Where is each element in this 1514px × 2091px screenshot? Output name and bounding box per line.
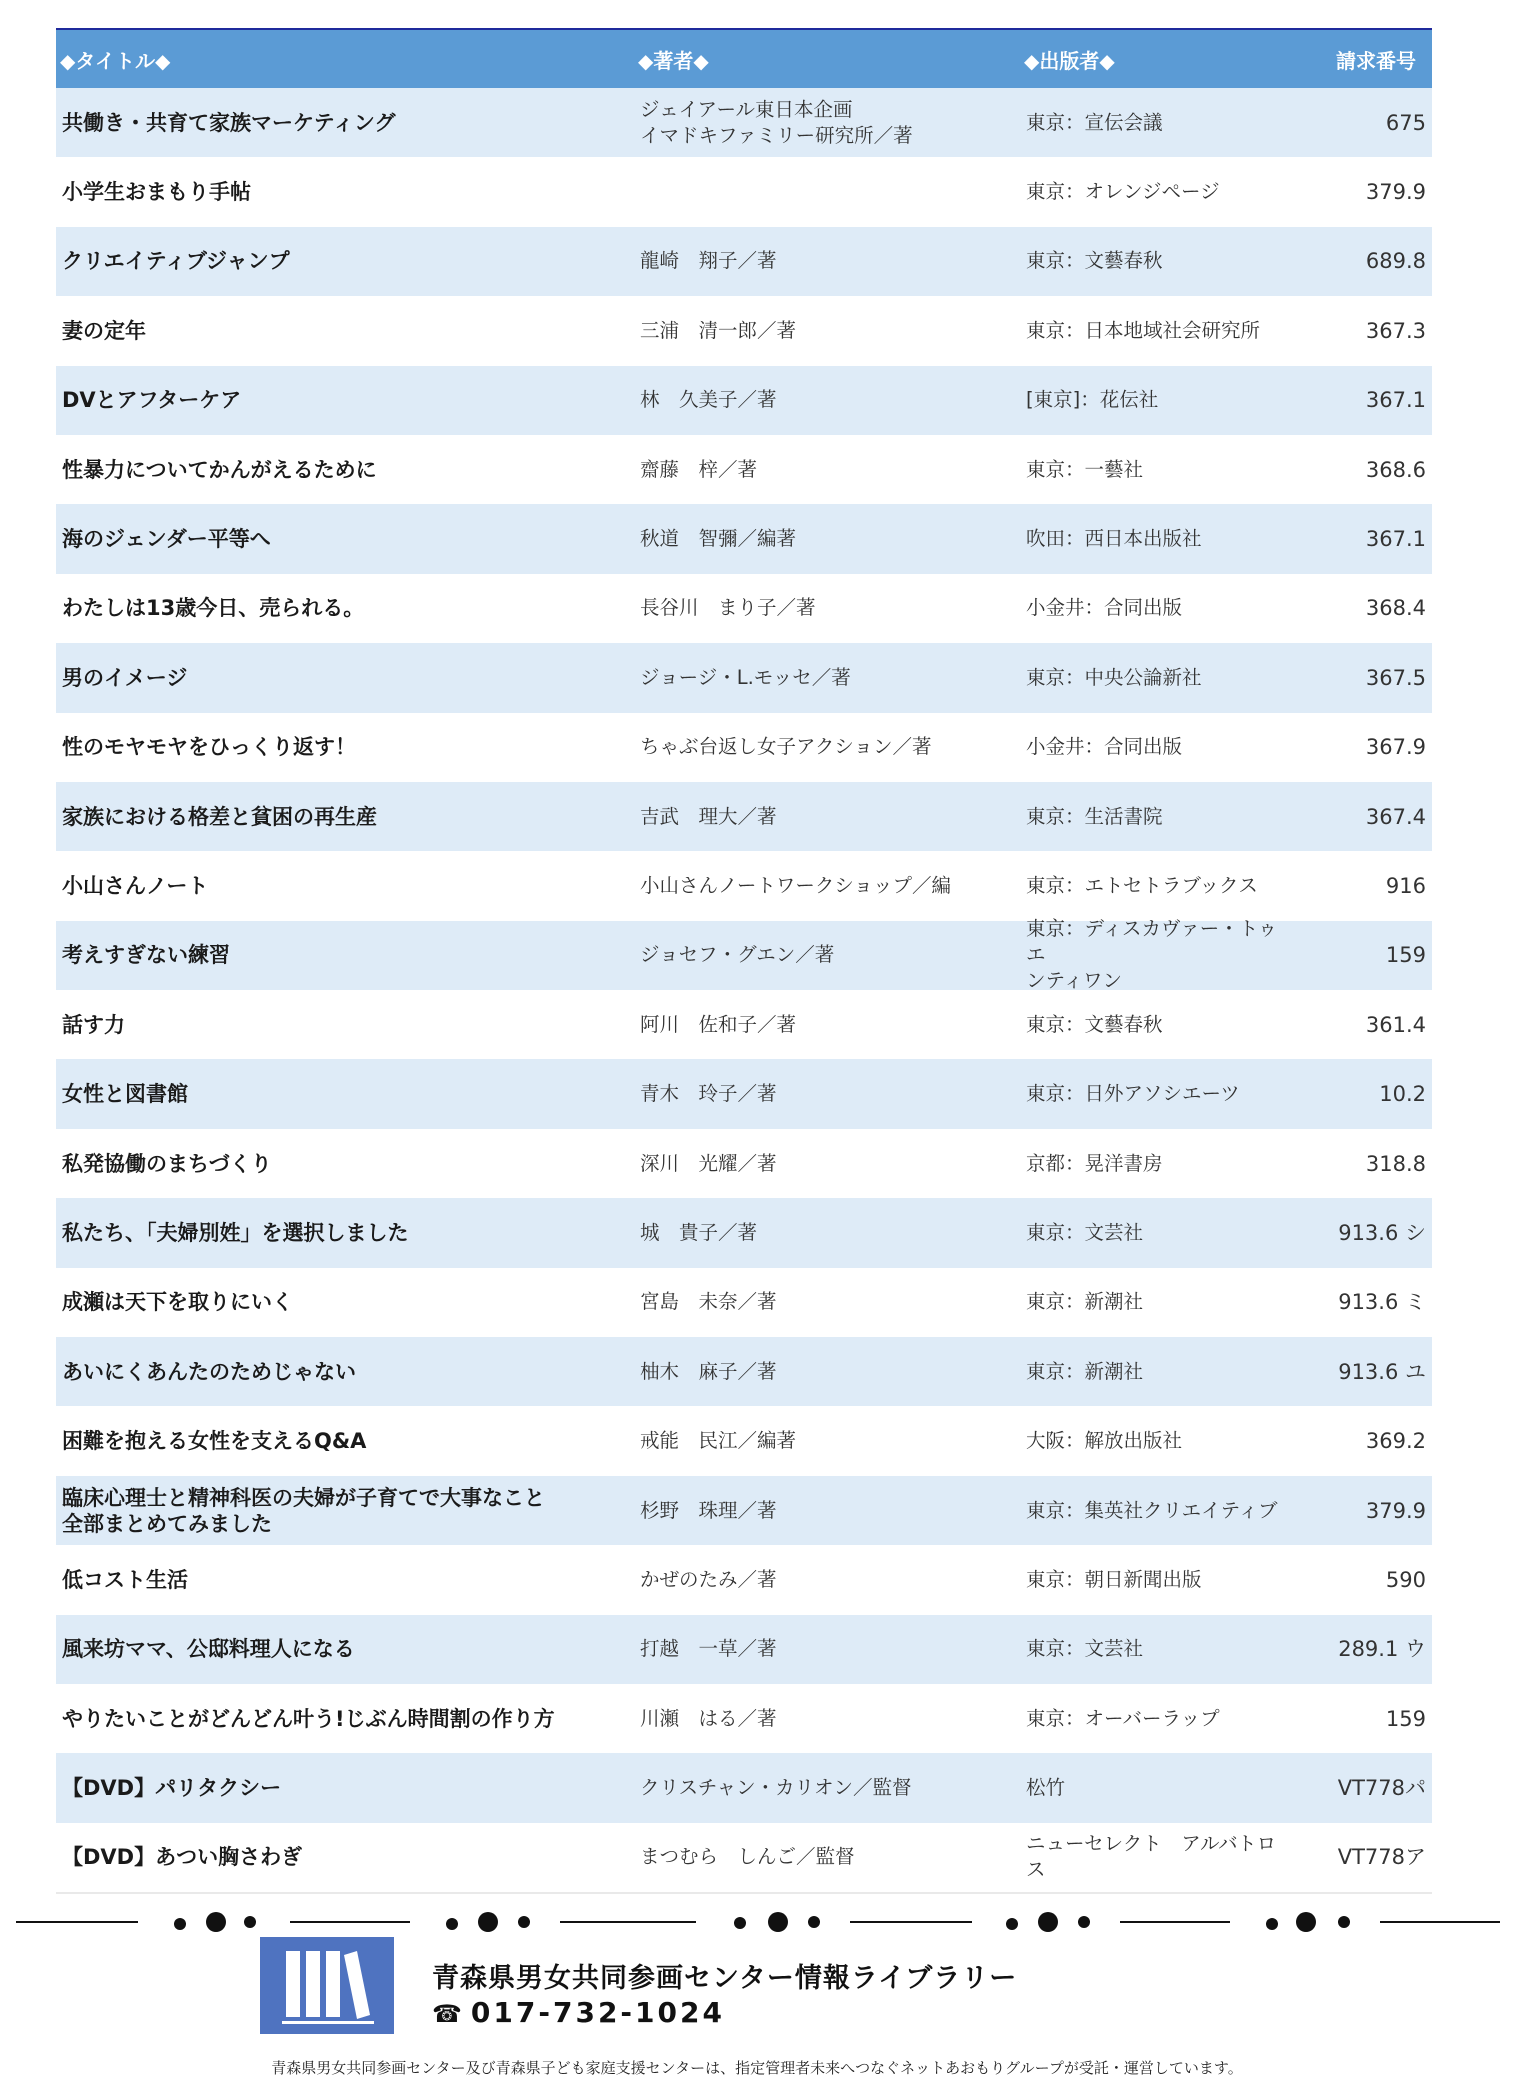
book-title: 女性と図書館 [62,1082,188,1107]
phone-number: 017-732-1024 [470,1996,725,2029]
book-publisher: 東京：宣伝会議 [1026,110,1163,134]
book-callno: 689.8 [1365,249,1426,274]
row-divider [56,1892,1432,1894]
book-callno: 913.6 シ [1338,1220,1426,1245]
header-publisher: ◆出版者◆ [1024,48,1115,73]
book-callno: VT778パ [1337,1776,1426,1801]
book-callno: VT778ア [1337,1845,1426,1870]
library-name: 青森県男女共同参画センター情報ライブラリー [432,1963,1018,1994]
table-row [56,1337,1432,1406]
books-icon [260,1937,394,2034]
book-publisher: 東京：朝日新聞出版 [1026,1567,1202,1591]
book-title: 性のモヤモヤをひっくり返す！ [62,735,356,760]
book-callno: 367.4 [1365,804,1426,829]
book-author: 齋藤 梓／著 [640,457,758,481]
table-row [56,574,1432,643]
book-author: 宮島 未奈／著 [640,1290,777,1314]
table-row [56,782,1432,851]
book-callno: 675 [1385,110,1426,135]
book-publisher: 吹田：西日本出版社 [1026,527,1202,551]
book-callno: 916 [1385,873,1426,898]
book-list-table [56,28,1432,1894]
book-publisher: 東京：日外アソシエーツ [1026,1082,1240,1106]
book-publisher: 東京：オーバーラップ [1026,1706,1220,1730]
dotted-divider [0,1902,1514,1942]
book-author: 杉野 珠理／著 [640,1498,777,1522]
book-callno: 367.1 [1365,527,1426,552]
table-row [56,917,1432,993]
book-author: まつむら しんご／監督 [640,1845,855,1869]
book-title: 海のジェンダー平等へ [62,527,271,552]
book-title: 小山さんノート [62,873,209,898]
book-callno: 367.3 [1365,318,1426,343]
table-body [56,88,1432,1894]
book-author: 青木 玲子／著 [640,1082,777,1106]
book-title: 風来坊ママ、公邸料理人になる [62,1637,355,1662]
book-callno: 369.2 [1365,1429,1426,1454]
book-title: 考えすぎない練習 [62,943,230,968]
book-title: 臨床心理士と精神科医の夫婦が子育てで大事なこと 全部まとめてみました [62,1485,545,1536]
table-row [56,1476,1432,1545]
book-author: 柚木 麻子／著 [640,1359,777,1383]
book-publisher: 東京：文藝春秋 [1026,249,1163,273]
table-row [56,1823,1432,1892]
book-title: DVとアフターケア [62,388,242,413]
book-author: 川瀬 はる／著 [640,1706,777,1730]
table-row [56,227,1432,296]
book-publisher: 東京：文芸社 [1026,1637,1144,1661]
book-author: かぜのたみ／著 [640,1567,777,1591]
header-callno: 請求番号 [1336,48,1416,73]
book-callno: 159 [1385,1706,1426,1731]
book-author: 深川 光耀／著 [640,1151,777,1175]
header-title: ◆タイトル◆ [60,48,171,73]
book-publisher: 東京：生活書院 [1026,804,1163,828]
book-callno: 379.9 [1365,1498,1426,1523]
book-title: 小学生おまもり手帖 [62,180,251,205]
book-author: 小山さんノートワークショップ／編 [640,873,952,897]
book-author: 長谷川 まり子／著 [640,596,816,620]
table-row [56,1615,1432,1684]
book-author: 阿川 佐和子／著 [640,1012,797,1036]
book-callno: 361.4 [1365,1012,1426,1037]
book-title: 私たち、「夫婦別姓」を選択しました [62,1220,409,1245]
book-author: 戒能 民江／編著 [640,1429,797,1453]
book-author: ちゃぶ台返し女子アクション／著 [640,735,932,759]
book-callno: 590 [1385,1567,1426,1592]
table-row [56,1059,1432,1128]
book-publisher: ニューセレクト アルバトロス [1026,1832,1277,1882]
library-phone [432,1996,725,2029]
book-title: クリエイティブジャンプ [62,249,290,274]
table-row [56,643,1432,712]
phone-icon: ☎ [432,2000,465,2028]
book-callno: 368.4 [1365,596,1426,621]
book-publisher: 東京：一藝社 [1026,457,1144,481]
book-title: 成瀬は天下を取りにいく [62,1290,293,1315]
book-publisher: 小金井：合同出版 [1026,735,1183,759]
book-author: ジョセフ・グエン／著 [640,943,835,967]
table-row [56,1198,1432,1267]
book-title: 妻の定年 [62,318,146,343]
book-callno: 367.5 [1365,665,1426,690]
table-row [56,1406,1432,1475]
book-title: 【DVD】あつい胸さわぎ [62,1845,303,1870]
book-title: 【DVD】パリタクシー [62,1776,282,1801]
book-publisher: 東京：ディスカヴァー・トゥエ ンティワン [1026,917,1278,993]
book-title: 性暴力についてかんがえるために [62,457,377,482]
book-author: 打越 一草／著 [640,1637,777,1661]
book-callno: 10.2 [1379,1082,1426,1107]
book-callno: 159 [1385,943,1426,968]
book-callno: 289.1 ウ [1338,1637,1426,1662]
book-publisher: 東京：オレンジページ [1026,180,1220,204]
book-title: わたしは13歳今日、売られる。 [62,596,365,621]
book-title: 家族における格差と貧困の再生産 [62,804,377,829]
book-publisher: 東京：新潮社 [1026,1359,1144,1383]
book-title: 話す力 [62,1012,125,1037]
table-row [56,851,1432,920]
book-author: クリスチャン・カリオン／監督 [640,1776,912,1800]
book-callno: 379.9 [1365,180,1426,205]
table-row [56,366,1432,435]
book-publisher: 松竹 [1026,1776,1066,1800]
book-publisher: 京都：晃洋書房 [1026,1151,1163,1175]
table-row [56,157,1432,226]
table-header [56,30,1432,88]
book-callno: 318.8 [1365,1151,1426,1176]
table-row [56,1129,1432,1198]
book-publisher: 大阪：解放出版社 [1026,1429,1183,1453]
book-publisher: 東京：新潮社 [1026,1290,1144,1314]
table-row [56,1545,1432,1614]
book-publisher: 東京：日本地域社会研究所 [1026,318,1261,342]
book-title: あいにくあんたのためじゃない [62,1359,356,1384]
book-publisher: 東京：エトセトラブックス [1026,873,1258,897]
book-author: 吉武 理大／著 [640,804,777,828]
table-row [56,1753,1432,1822]
book-callno: 913.6 ミ [1338,1290,1426,1315]
book-author: 城 貴子／著 [640,1220,758,1244]
book-publisher: 東京：中央公論新社 [1026,665,1202,689]
operator-note: 青森県男女共同参画センター及び青森県子ども家庭支援センターは、指定管理者未来へつなぐネットあおもりグループが受託・運営しています。 [271,2059,1243,2077]
book-author: ジョージ・L.モッセ／著 [640,665,851,689]
table-row [56,296,1432,365]
book-publisher: 東京：文藝春秋 [1026,1012,1163,1036]
book-title: 男のイメージ [62,665,188,690]
book-publisher: 小金井：合同出版 [1026,596,1183,620]
table-row [56,1268,1432,1337]
header-author: ◆著者◆ [638,48,709,73]
book-author: ジェイアール東日本企画 イマドキファミリー研究所／著 [640,97,913,147]
book-title: 共働き・共育て家族マーケティング [62,110,396,135]
table-row [56,990,1432,1059]
table-row [56,88,1432,157]
book-title: 私発協働のまちづくり [62,1151,272,1176]
book-title: 低コスト生活 [62,1567,188,1592]
book-author: 秋道 智彌／編著 [640,527,797,551]
book-publisher: 東京：集英社クリエイティブ [1026,1498,1278,1522]
book-callno: 367.9 [1365,735,1426,760]
table-row [56,435,1432,504]
book-callno: 913.6 ユ [1338,1359,1426,1384]
book-author: 林 久美子／著 [640,388,777,412]
table-row [56,713,1432,782]
book-callno: 367.1 [1365,388,1426,413]
book-publisher: 東京：文芸社 [1026,1220,1144,1244]
book-title: やりたいことがどんどん叶う!じぶん時間割の作り方 [62,1706,555,1731]
book-author: 龍崎 翔子／著 [640,249,777,273]
book-publisher: [東京]：花伝社 [1026,388,1159,412]
book-callno: 368.6 [1365,457,1426,482]
table-row [56,504,1432,573]
table-row [56,1684,1432,1753]
book-title: 困難を抱える女性を支えるQ&A [62,1429,367,1454]
book-author: 三浦 清一郎／著 [640,318,797,342]
